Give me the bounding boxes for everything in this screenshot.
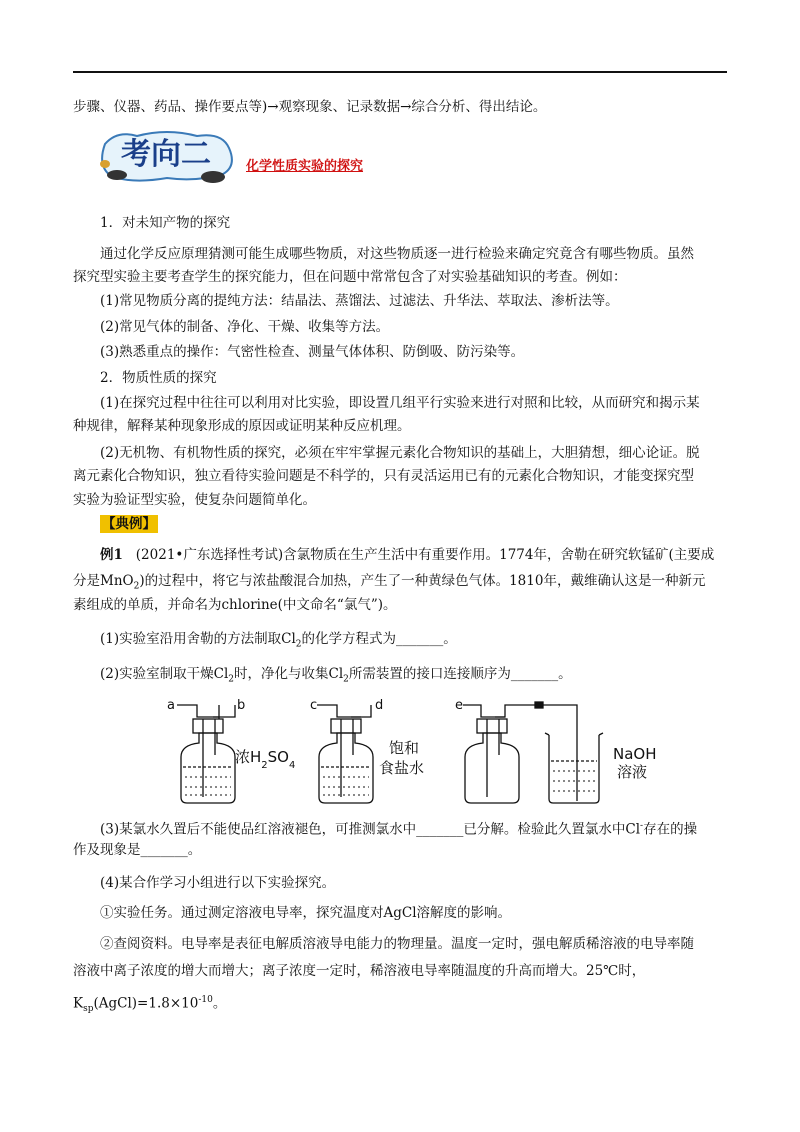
svg-text:e: e: [455, 698, 463, 713]
text-line: 离元素化合物知识，独立看待实验问题是不科学的，只有灵活运用已有的元素化合物知识，才能变探究型: [73, 468, 694, 484]
svg-text:c: c: [310, 698, 318, 713]
text-line: 素组成的单质，并命名为chlorine(中文命名“氯气”)。: [73, 597, 397, 613]
badge-text: 考向二: [121, 137, 211, 172]
question-line: (1)实验室沿用舍勒的方法制取$Cl_2$的化学方程式为_______。: [100, 631, 457, 650]
section-title: 化学性质实验的探究: [246, 159, 364, 174]
svg-text:b: b: [237, 698, 246, 713]
wash-bottle-2: [310, 698, 424, 803]
apparatus-diagram: [165, 697, 657, 807]
question-line: (2)实验室制取干燥$Cl_2$时，净化与收集$Cl_2$所需装置的接口连接顺序为_______。: [100, 666, 572, 685]
text-line: 分是MnO$_2$)的过程中，将它与浓盐酸混合加热，产生了一种黄绿色气体。1810年，戴维确认这是一种新元: [73, 573, 706, 592]
text-line: ①实验任务。通过测定溶液电导率，探究温度对AgCl溶解度的影响。: [100, 905, 512, 921]
svg-text:浓H2SO4: 浓$H_2SO_4$: [235, 748, 296, 771]
text-line: (2)常见气体的制备、净化、干燥、收集等方法。: [100, 319, 390, 335]
collection-bottle: [455, 698, 577, 803]
text-line: 作及现象是_______。: [73, 842, 202, 858]
text-line: (1)常见物质分离的提纯方法：结晶法、蒸馏法、过滤法、升华法、萃取法、渗析法等。: [100, 293, 619, 309]
example-line: 例1 (2021•广东选择性考试)含氯物质在生产生活中有重要作用。1774年，舍勒在研究软锰矿(主要成: [100, 547, 715, 563]
text-line: 溶液中离子浓度的增大而增大；离子浓度一定时，稀溶液电导率随温度的升高而增大。25℃时，: [73, 963, 646, 979]
text-line: 探究型实验主要考查学生的探究能力，但在问题中常常包含了对实验基础知识的考查。例如：: [73, 269, 627, 285]
text-line: 实验为验证型实验，使复杂问题简单化。: [73, 492, 316, 508]
header-rule: [73, 71, 727, 73]
svg-text:饱和: 饱和: [389, 739, 420, 757]
text-line: (3)熟悉重点的操作：气密性检查、测量气体体积、防倒吸、防污染等。: [100, 344, 525, 360]
stone-icon: [201, 171, 225, 183]
example-label: 例1: [100, 547, 123, 563]
text-line: (1)在探究过程中往往可以利用对比实验，即设置几组平行实验来进行对照和比较，从而研究和揭示某: [100, 395, 700, 411]
text-line: 通过化学反应原理猜测可能生成哪些物质，对这些物质逐一进行检验来确定究竟含有哪些物质。虽然: [100, 246, 694, 262]
heading: 1．对未知产物的探究: [100, 215, 231, 231]
naoh-beaker: [545, 733, 657, 803]
question-line: (4)某合作学习小组进行以下实验探究。: [100, 875, 336, 891]
wash-bottle-1: [167, 698, 295, 803]
svg-text:NaOH: NaOH: [613, 745, 657, 763]
heading: 2．物质性质的探究: [100, 370, 217, 386]
svg-text:食盐水: 食盐水: [379, 759, 425, 777]
text-line: ②查阅资料。电导率是表征电解质溶液导电能力的物理量。温度一定时，强电解质稀溶液的电导率随: [100, 936, 694, 952]
text-line: $K_{sp}(AgCl)=1.8\times 10^{-10}$。: [73, 995, 227, 1015]
text-line: (2)无机物、有机物性质的探究，必须在牢牢掌握元素化合物知识的基础上，大胆猜想，细心论证。脱: [100, 445, 700, 461]
svg-text:d: d: [375, 698, 384, 713]
example-heading: 【典例】: [102, 516, 156, 532]
section-badge: [97, 126, 237, 186]
svg-text:溶液: 溶液: [617, 763, 648, 781]
text-line: 步骤、仪器、药品、操作要点等)→观察现象、记录数据→综合分析、得出结论。: [73, 99, 547, 115]
question-line: (3)某氯水久置后不能使品红溶液褪色，可推测氯水中_______已分解。检验此久置氯水中Cl-存在的操: [100, 821, 698, 838]
text-line: 种规律，解释某种现象形成的原因或证明某种反应机理。: [73, 418, 411, 434]
svg-text:a: a: [167, 698, 175, 713]
